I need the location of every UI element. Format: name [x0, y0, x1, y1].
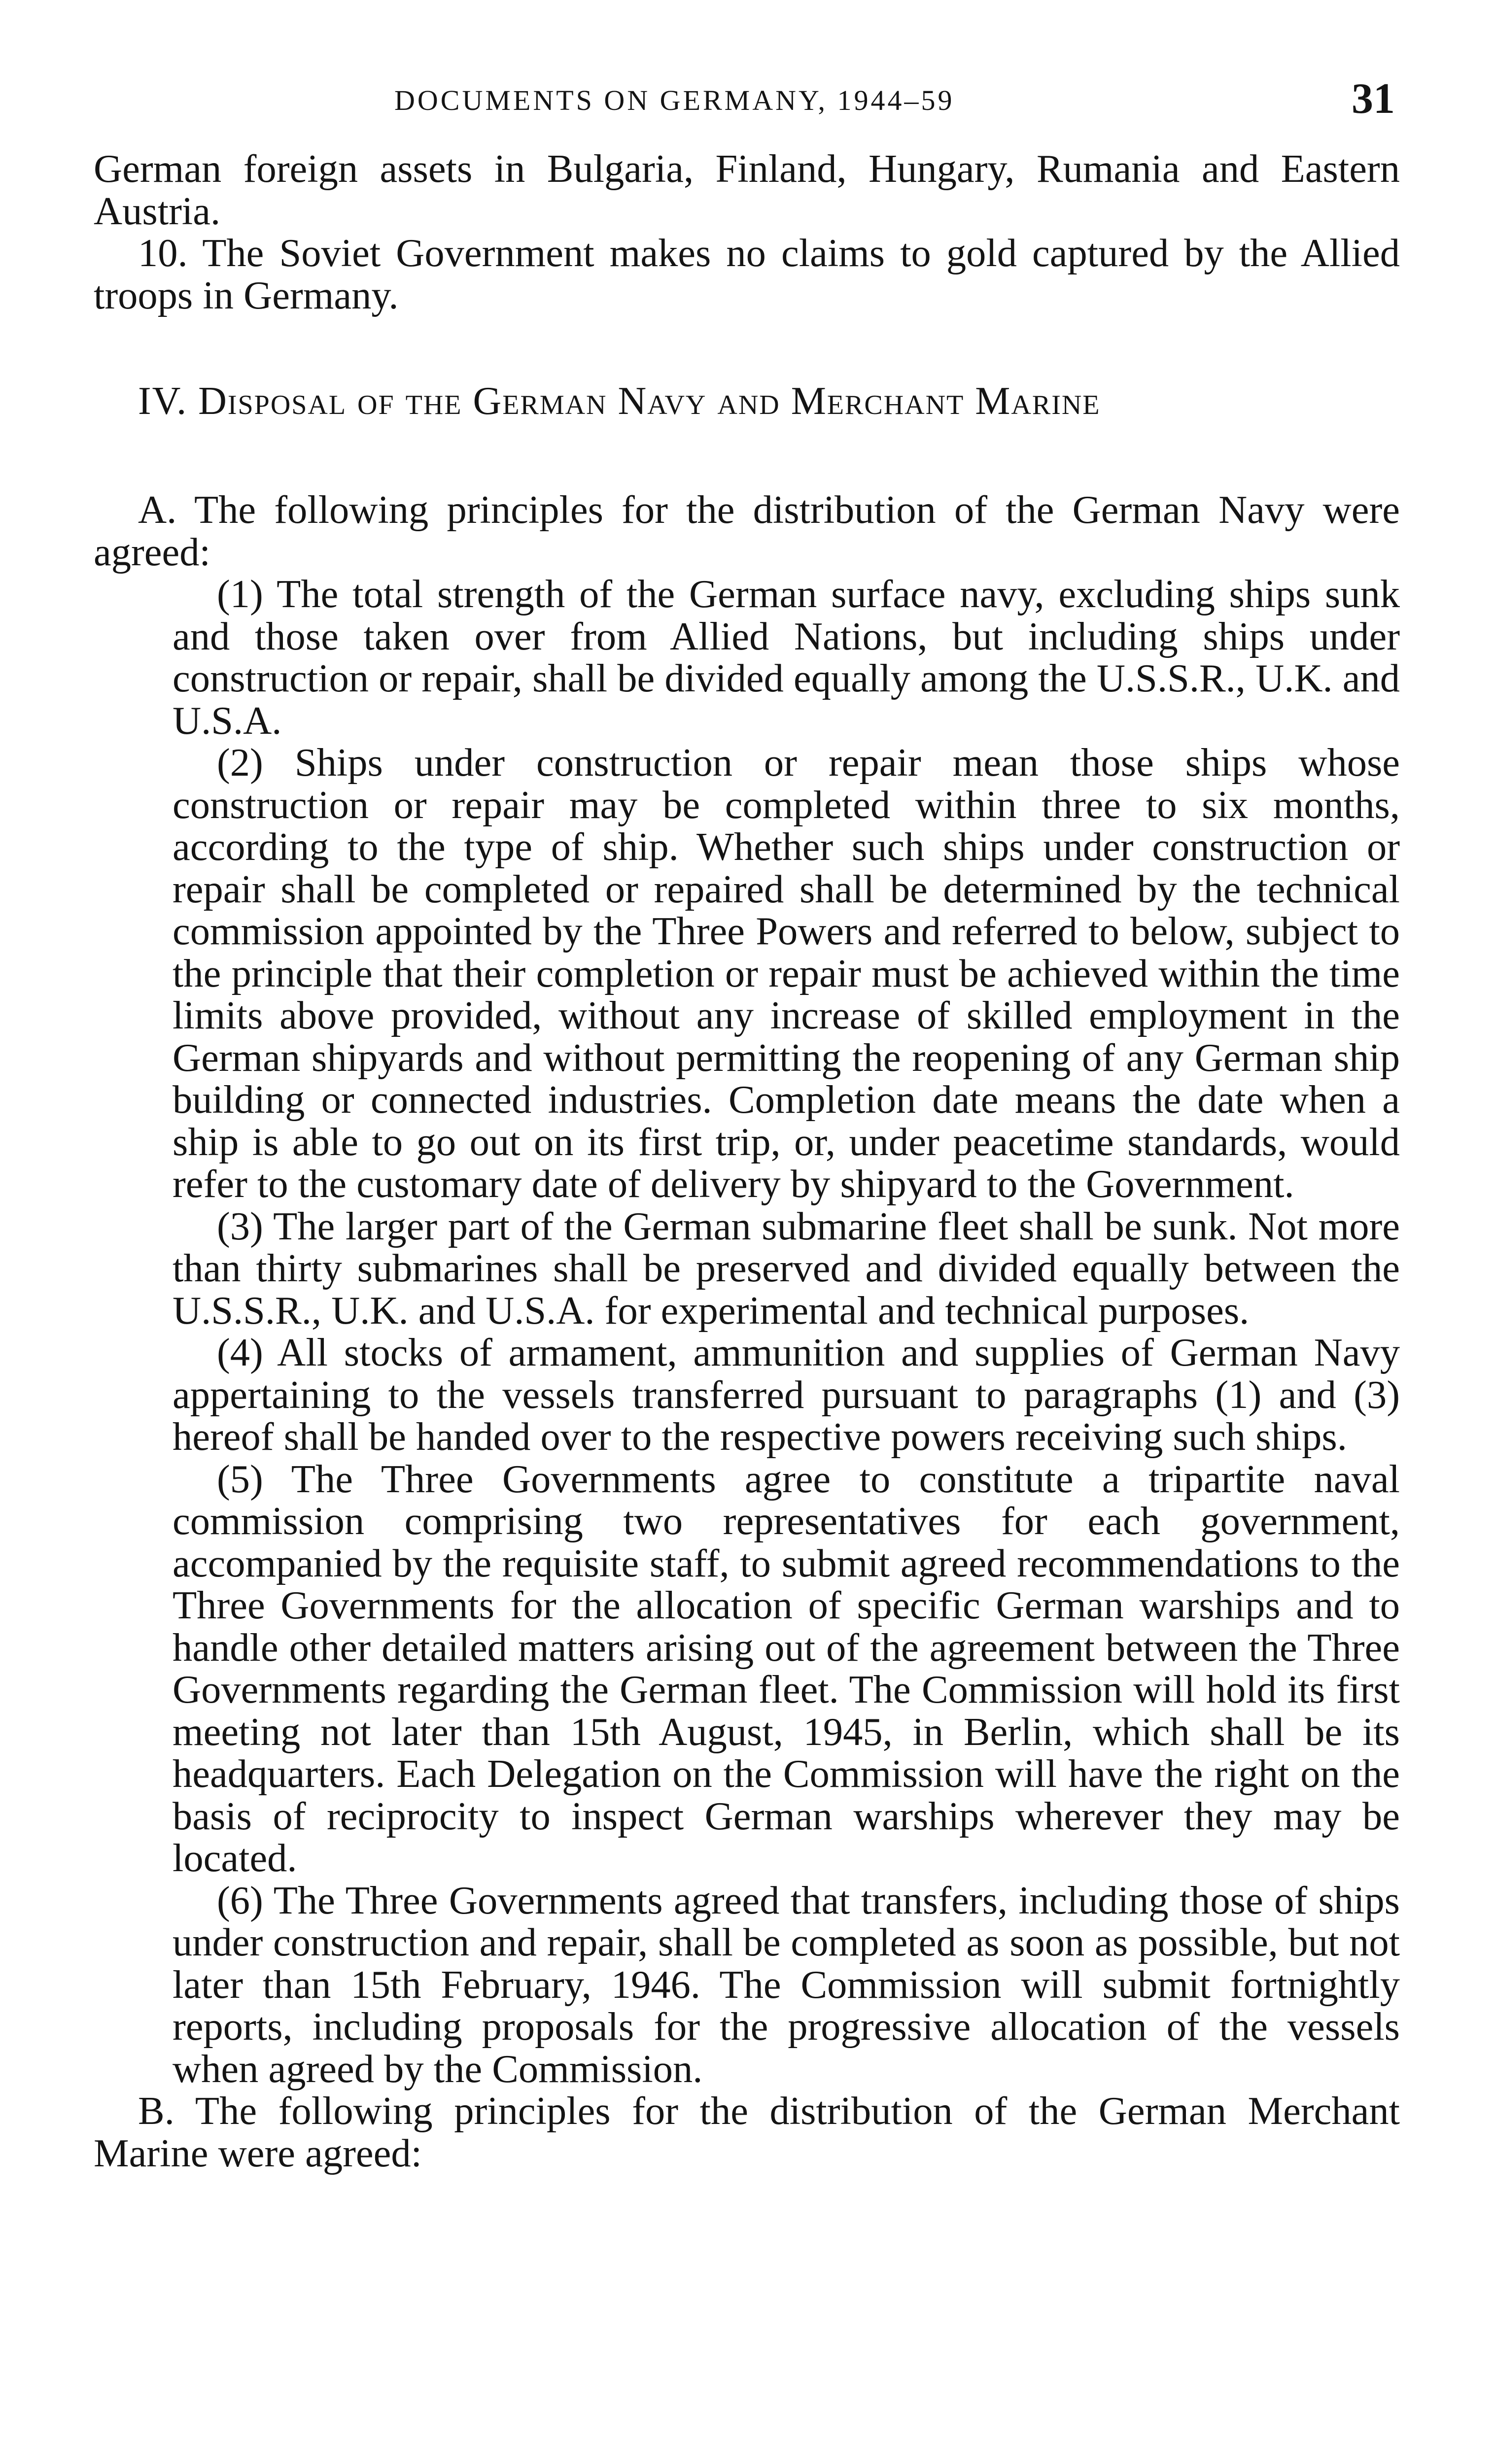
page-body — [94, 148, 1400, 2174]
subparagraph-4: (4) All stocks of armament, ammunition and supplies of German Navy appertaining to the vessels transferred pursuant to paragraphs (1) and (3) hereof shall be handed over to the respective powers receiving such ships. — [173, 1331, 1400, 1459]
section-heading: IV. Disposal of the German Navy and Merchant Marine — [138, 379, 1101, 423]
subparagraph-1: (1) The total strength of the German surface navy, excluding ships sunk and those taken over from Allied Nations, but including ships under construction or repair, shall be divided equally among the U.S.S.R., U.K. and U.S.A. — [173, 572, 1400, 743]
part-b-intro: B. The following principles for the distribution of the German Merchant Marine were agreed: — [94, 2089, 1400, 2175]
subparagraph-5: (5) The Three Governments agree to constitute a tripartite naval commission comprising two representatives for each government, accompanied by the requisite staff, to submit agreed recommendations to the Three Governments for the allocation of specific German warships and to handle other detailed matters arising out of the agreement between the Three Governments regarding the German fleet. The Commission will hold its first meeting not later than 15th August, 1945, in Berlin, which shall be its headquarters. Each Delegation on the Commission will have the right on the basis of reciprocity to inspect German warships wherever they may be located. — [173, 1457, 1400, 1880]
continued-paragraph: German foreign assets in Bulgaria, Finland, Hungary, Rumania and Eastern Austria. — [94, 147, 1400, 233]
paragraph-10: 10. The Soviet Government makes no claims to gold captured by the Allied troops in Germany. — [94, 231, 1400, 317]
subparagraph-2: (2) Ships under construction or repair mean those ships whose construction or repair may be completed within three to six months, according to the type of ship. Whether such ships under construction or repair shall be completed or repaired shall be determined by the technical commission appointed by the Three Powers and referred to below, subject to the principle that their completion or repair must be achieved within the time limits above provided, without any increase of skilled employment in the German shipyards and without permitting the reopening of any German ship building or connected industries. Completion date means the date when a ship is able to go out on its first trip, or, under peacetime standards, would refer to the customary date of delivery by shipyard to the Government. — [173, 741, 1400, 1206]
part-a-intro: A. The following principles for the distribution of the German Navy were agreed: — [94, 488, 1400, 574]
page-header — [94, 74, 1400, 128]
running-title: DOCUMENTS ON GERMANY, 1944–59 — [394, 84, 955, 116]
subparagraph-6: (6) The Three Governments agreed that transfers, including those of ships under construction and repair, shall be completed as soon as possible, but not later than 15th February, 1946. The Commission will submit fortnightly reports, including proposals for the progressive allocation of the vessels when agreed by the Commission. — [173, 1878, 1400, 2091]
page-number: 31 — [1352, 75, 1395, 123]
subparagraph-3: (3) The larger part of the German submarine fleet shall be sunk. Not more than thirty submarines shall be preserved and divided equally between the U.S.S.R., U.K. and U.S.A. for experimental and technical purposes. — [173, 1204, 1400, 1333]
